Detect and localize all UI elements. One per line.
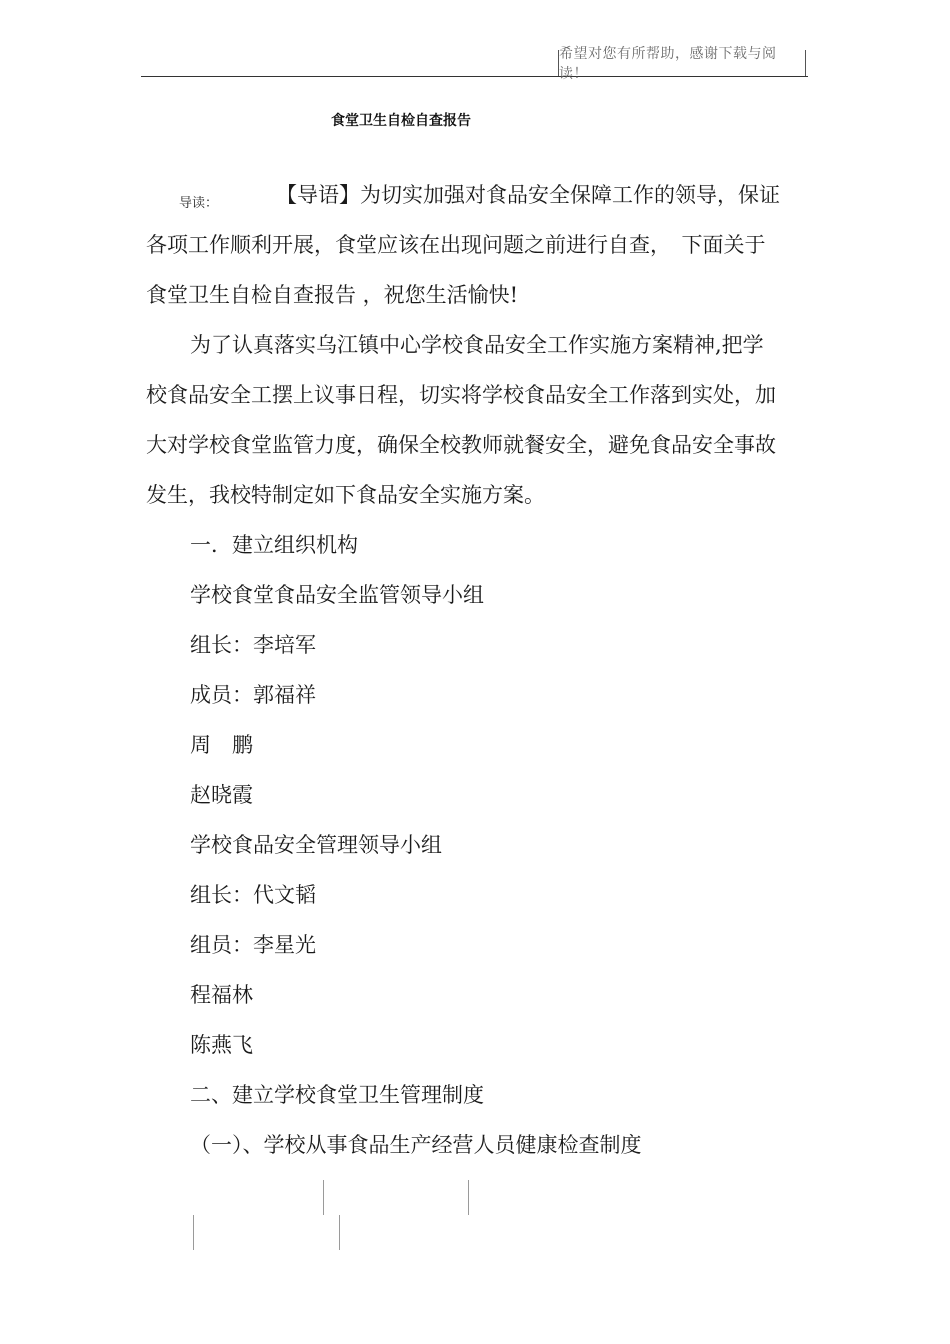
subsection1-heading: （一）、学校从事食品生产经营人员健康检查制度 bbox=[190, 1133, 642, 1157]
group1-member-1: 成员：郭福祥 bbox=[190, 683, 316, 707]
section2-heading: 二、建立学校食堂卫生管理制度 bbox=[190, 1083, 484, 1107]
group1-name: 学校食堂食品安全监管领导小组 bbox=[190, 583, 484, 607]
intro-label: 导读： bbox=[179, 196, 219, 211]
intro-line-3: 食堂卫生自检自查报告 ，祝您生活愉快! bbox=[146, 283, 519, 307]
table-divider bbox=[323, 1180, 324, 1215]
group2-leader: 组长：代文韬 bbox=[190, 883, 316, 907]
para1-line-4: 发生，我校特制定如下食品安全实施方案。 bbox=[146, 483, 545, 507]
group1-leader: 组长：李培军 bbox=[190, 633, 316, 657]
para1-line-2: 校食品安全工摆上议事日程，切实将学校食品安全工作落到实处，加 bbox=[146, 383, 776, 407]
table-divider bbox=[193, 1215, 194, 1250]
group1-member-2: 周 鹏 bbox=[190, 733, 253, 757]
intro-line-2: 各项工作顺利开展，食堂应该在出现问题之前进行自查， 下面关于 bbox=[146, 233, 766, 257]
section1-heading: 一．建立组织机构 bbox=[190, 533, 358, 557]
group2-name: 学校食品安全管理领导小组 bbox=[190, 833, 442, 857]
header-banner bbox=[558, 46, 806, 82]
header-banner-text: 希望对您有所帮助，感谢下载与阅读！ bbox=[559, 46, 777, 82]
group2-member-2: 程福林 bbox=[190, 983, 253, 1007]
table-divider bbox=[339, 1215, 340, 1250]
group2-member-3: 陈燕飞 bbox=[190, 1033, 253, 1057]
intro-line-1: 【导语】为切实加强对食品安全保障工作的领导，保证 bbox=[276, 183, 780, 207]
group1-member-3: 赵晓霞 bbox=[190, 783, 253, 807]
table-divider bbox=[468, 1180, 469, 1215]
para1-line-3: 大对学校食堂监管力度，确保全校教师就餐安全，避免食品安全事故 bbox=[146, 433, 776, 457]
para1-line-1: 为了认真落实乌江镇中心学校食品安全工作实施方案精神,把学 bbox=[190, 333, 764, 357]
group2-member-1: 组员：李星光 bbox=[190, 933, 316, 957]
document-title: 食堂卫生自检自查报告 bbox=[331, 113, 471, 129]
